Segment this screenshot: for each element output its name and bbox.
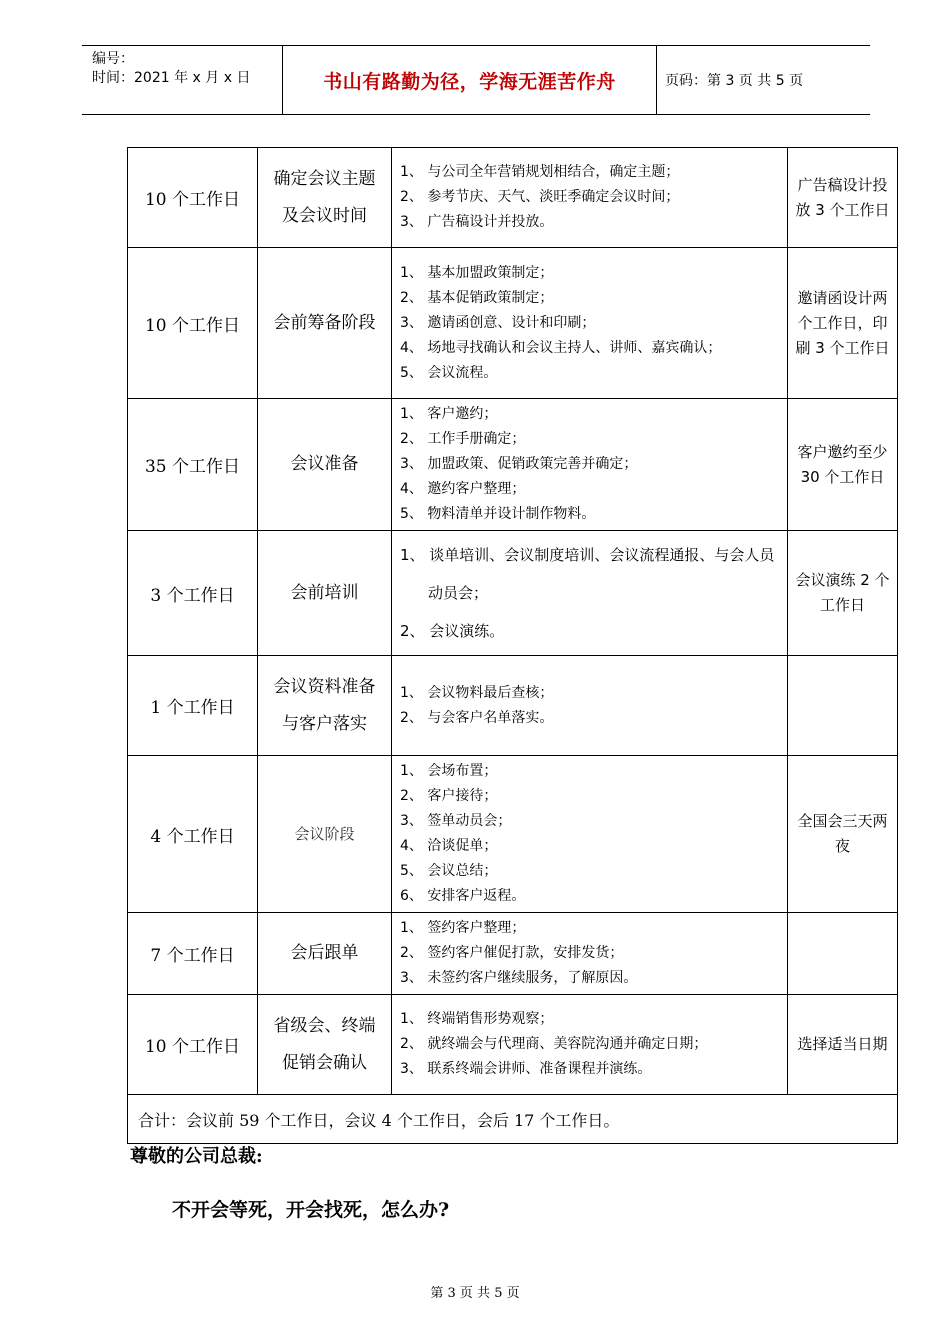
total-summary: 合计：会议前 59 个工作日，会议 4 个工作日，会后 17 个工作日。: [128, 1095, 898, 1144]
page-header: [82, 45, 870, 115]
duration-cell: 4 个工作日: [128, 756, 258, 913]
task-item: 1、 会场布置；: [400, 763, 498, 779]
task-item: 3、 广告稿设计并投放。: [400, 214, 554, 230]
note-cell: 会议演练 2 个工作日: [788, 531, 898, 656]
table-row: [128, 913, 898, 995]
task-item: 5、 会议总结；: [400, 863, 498, 879]
duration-cell: 3 个工作日: [128, 531, 258, 656]
task-item: 4、 场地寻找确认和会议主持人、讲师、嘉宾确认；: [400, 339, 722, 356]
task-item: 2、 与会客户名单落实。: [400, 709, 554, 726]
stage-cell: 会议资料准备 与客户落实: [258, 656, 392, 756]
task-item: 3、 联系终端会讲师、准备课程并演练。: [400, 1061, 652, 1077]
task-item: 2、 签约客户催促打款，安排发货；: [400, 945, 624, 961]
greeting-heading: 尊敬的公司总裁:: [130, 1146, 263, 1167]
task-item: 2、 就终端会与代理商、美容院沟通并确定日期；: [400, 1036, 708, 1052]
duration-cell: 35 个工作日: [128, 399, 258, 531]
table-row: [128, 399, 898, 531]
tasks-cell: [392, 656, 788, 756]
task-item: 2、 会议演练。: [400, 622, 505, 640]
task-item: 4、 邀约客户整理；: [400, 481, 526, 497]
note-cell: 全国会三天两夜: [788, 756, 898, 913]
table-row: [128, 148, 898, 248]
header-meta: [92, 50, 250, 88]
task-item: 2、 基本促销政策制定；: [400, 289, 554, 306]
task-item: 3、 签单动员会；: [400, 813, 512, 829]
duration-cell: 10 个工作日: [128, 248, 258, 399]
task-item: 1、 谈单培训、会议制度培训、会议流程通报、与会人员动员会；: [400, 546, 775, 602]
tasks-cell: [392, 913, 788, 995]
task-item: 3、 加盟政策、促销政策完善并确定；: [400, 456, 638, 472]
document-date-label: 时间：2021 年 x 月 x 日: [92, 70, 251, 86]
tasks-cell: [392, 248, 788, 399]
stage-cell: 会议阶段: [258, 756, 392, 913]
task-item: 1、 客户邀约；: [400, 406, 498, 422]
stage-cell: 会后跟单: [258, 913, 392, 995]
header-divider: [656, 46, 657, 114]
task-item: 2、 参考节庆、天气、淡旺季确定会议时间；: [400, 189, 680, 205]
duration-cell: 10 个工作日: [128, 995, 258, 1095]
table-row: [128, 656, 898, 756]
task-item: 6、 安排客户返程。: [400, 888, 526, 904]
tasks-cell: [392, 995, 788, 1095]
task-item: 1、 会议物料最后查核；: [400, 684, 554, 701]
stage-cell: 省级会、终端 促销会确认: [258, 995, 392, 1095]
stage-cell: 会议准备: [258, 399, 392, 531]
task-item: 2、 工作手册确定；: [400, 431, 526, 447]
task-item: 1、 终端销售形势观察；: [400, 1011, 554, 1027]
task-item: 5、 物料清单并设计制作物料。: [400, 506, 596, 522]
header-motto: 书山有路勤为径，学海无涯苦作舟: [323, 70, 616, 93]
duration-cell: 10 个工作日: [128, 148, 258, 248]
stage-cell: 确定会议主题 及会议时间: [258, 148, 392, 248]
note-cell: [788, 656, 898, 756]
tasks-cell: [392, 399, 788, 531]
note-cell: 邀请函设计两个工作日，印刷 3 个工作日: [788, 248, 898, 399]
task-item: 2、 客户接待；: [400, 788, 498, 804]
task-item: 5、 会议流程。: [400, 364, 498, 381]
document-number-label: 编号：: [92, 51, 134, 67]
duration-cell: 7 个工作日: [128, 913, 258, 995]
meeting-schedule-table: [127, 147, 898, 1144]
header-page-number: 页码：第 3 页 共 5 页: [665, 73, 804, 89]
note-cell: 选择适当日期: [788, 995, 898, 1095]
slogan-heading: 不开会等死，开会找死，怎么办?: [172, 1199, 450, 1221]
tasks-cell: [392, 148, 788, 248]
page-footer: 第 3 页 共 5 页: [430, 1286, 520, 1301]
task-item: 1、 基本加盟政策制定；: [400, 264, 554, 281]
task-item: 3、 未签约客户继续服务，了解原因。: [400, 970, 638, 986]
task-item: 4、 洽谈促单；: [400, 838, 498, 854]
table-row: [128, 248, 898, 399]
duration-cell: 1 个工作日: [128, 656, 258, 756]
task-item: 1、 签约客户整理；: [400, 920, 526, 936]
stage-cell: 会前筹备阶段: [258, 248, 392, 399]
stage-cell: 会前培训: [258, 531, 392, 656]
table-row: [128, 756, 898, 913]
table-row: [128, 531, 898, 656]
task-item: 3、 邀请函创意、设计和印刷；: [400, 314, 596, 331]
note-cell: 客户邀约至少 30 个工作日: [788, 399, 898, 531]
note-cell: 广告稿设计投放 3 个工作日: [788, 148, 898, 248]
table-row: [128, 995, 898, 1095]
tasks-cell: [392, 756, 788, 913]
tasks-cell: [392, 531, 788, 656]
table-total-row: [128, 1095, 898, 1144]
task-item: 1、 与公司全年营销规划相结合，确定主题；: [400, 164, 680, 180]
note-cell: [788, 913, 898, 995]
